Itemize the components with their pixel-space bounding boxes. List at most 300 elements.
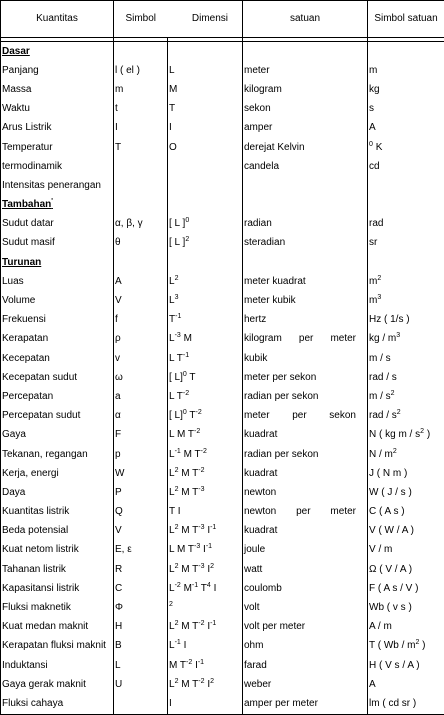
section-title-mark: ': [51, 198, 53, 205]
unit-symbol-cell: [368, 694, 444, 714]
header-satuan: satuan: [243, 1, 368, 38]
symbol-cell: [114, 694, 168, 714]
quantity-name: Intensitas penerangan: [2, 180, 101, 191]
unit-symbol-text: Hz ( 1/s ): [369, 314, 410, 325]
dimension-text: L: [169, 65, 175, 76]
dimension-cell: [168, 100, 243, 119]
unit-cell: [243, 445, 368, 464]
dimension-superscript: -2: [194, 428, 200, 435]
unit-name: weber: [244, 679, 271, 690]
table-row: [1, 176, 444, 195]
symbol-cell: [114, 541, 168, 560]
unit-cell: [243, 176, 368, 195]
dimension-text: L: [169, 621, 175, 632]
unit-symbol-text: m / s: [369, 353, 391, 364]
unit-name: joule: [244, 544, 265, 555]
dimension-text: O: [169, 142, 177, 153]
symbol-text: f: [115, 314, 118, 325]
table-row: [1, 522, 444, 541]
symbol-cell: [114, 656, 168, 675]
unit-name-word: per: [296, 506, 310, 518]
unit-symbol-cell: [368, 368, 444, 387]
quantity-name: Beda potensial: [2, 525, 68, 536]
unit-symbol-text: Wb ( v s ): [369, 602, 412, 613]
dimension-superscript: -1: [183, 352, 189, 359]
unit-symbol-text: m: [369, 276, 377, 287]
dimension-superscript: -3: [175, 332, 181, 339]
symbol-cell: [114, 100, 168, 119]
unit-cell: [243, 138, 368, 157]
unit-symbol-cell: [368, 138, 444, 157]
table-row: [1, 80, 444, 99]
quantity-name: Frekuensi: [2, 314, 46, 325]
dimension-superscript: -3: [198, 563, 204, 570]
header-dimensi: Dimensi: [168, 1, 243, 38]
dimension-superscript: 3: [175, 294, 179, 301]
units-table-body: [1, 1, 444, 715]
unit-name-word: meter: [330, 333, 356, 345]
quantity-cell: [1, 80, 114, 99]
symbol-cell: [114, 637, 168, 656]
dimension-text: L: [169, 276, 175, 287]
dimension-superscript: -1: [192, 582, 198, 589]
quantity-name: Kerapatan: [2, 333, 48, 344]
dimension-text: [ L]: [169, 372, 183, 383]
symbol-cell: [114, 61, 168, 80]
dimension-text: L M T: [169, 544, 194, 555]
table-row: [1, 368, 444, 387]
unit-name-justified: [244, 410, 356, 422]
unit-symbol-text: ): [427, 429, 430, 440]
unit-name: candela: [244, 161, 279, 172]
table-row: [1, 503, 444, 522]
quantity-name: Kapasitansi listrik: [2, 583, 79, 594]
symbol-cell: [114, 598, 168, 617]
dimension-superscript: -2: [198, 467, 204, 474]
symbol-text: l ( el ): [115, 65, 140, 76]
dimension-superscript: 2: [175, 467, 179, 474]
dimension-cell: [168, 637, 243, 656]
unit-symbol-text: ): [422, 640, 425, 651]
unit-symbol-cell: [368, 618, 444, 637]
unit-name-word: newton: [244, 506, 276, 518]
section-title: [1, 196, 114, 215]
dimension-text: I: [195, 660, 198, 671]
table-row: [1, 426, 444, 445]
symbol-cell: [114, 80, 168, 99]
dimension-text: L M T: [169, 429, 194, 440]
unit-cell: [243, 637, 368, 656]
symbol-cell: [114, 272, 168, 291]
unit-symbol-text: rad / s: [369, 372, 397, 383]
unit-symbol-cell: [368, 541, 444, 560]
dimension-text: M: [169, 84, 177, 95]
unit-symbol-text: sr: [369, 237, 377, 248]
unit-name: kuadrat: [244, 468, 277, 479]
dimension-superscript: -3: [198, 486, 204, 493]
table-row: [1, 598, 444, 617]
unit-cell: [243, 157, 368, 176]
unit-symbol-text: Ω ( V / A ): [369, 564, 412, 575]
unit-name-justified: [244, 333, 356, 345]
dimension-text: I: [207, 564, 210, 575]
unit-symbol-superscript: 2: [377, 275, 381, 282]
symbol-text: U: [115, 679, 122, 690]
symbol-text: V: [115, 525, 122, 536]
unit-cell: [243, 61, 368, 80]
unit-cell: [243, 598, 368, 617]
unit-symbol-cell: [368, 234, 444, 253]
dimension-cell: [168, 522, 243, 541]
unit-symbol-text: rad: [369, 218, 383, 229]
dimension-text: I: [207, 525, 210, 536]
quantity-cell: [1, 656, 114, 675]
quantity-cell: [1, 464, 114, 483]
quantity-name: Gaya gerak maknit: [2, 679, 86, 690]
dimension-cell: [168, 407, 243, 426]
symbol-text: p: [115, 449, 121, 460]
quantity-cell: [1, 234, 114, 253]
dimension-text: T: [189, 410, 195, 421]
unit-symbol-superscript: 2: [393, 448, 397, 455]
unit-symbol-cell: [368, 637, 444, 656]
dimension-text: L: [169, 333, 175, 344]
symbol-text: E, ε: [115, 544, 132, 555]
symbol-cell: [114, 176, 168, 195]
unit-symbol-superscript: 2: [415, 639, 419, 646]
dimension-cell: [168, 598, 243, 617]
unit-name: steradian: [244, 237, 285, 248]
unit-symbol-text: rad / s: [369, 410, 397, 421]
unit-symbol-cell: [368, 291, 444, 310]
symbol-text: P: [115, 487, 122, 498]
symbol-text: a: [115, 391, 121, 402]
unit-name: meter kuadrat: [244, 276, 306, 287]
symbol-text: H: [115, 621, 122, 632]
unit-symbol-cell: [368, 522, 444, 541]
symbol-cell: [114, 119, 168, 138]
dimension-superscript: 2: [175, 275, 179, 282]
dimension-cell: [168, 618, 243, 637]
dimension-superscript: 0: [183, 371, 187, 378]
quantity-name: Sudut masif: [2, 237, 55, 248]
dimension-superscript: -1: [198, 659, 204, 666]
section-title-text: Dasar: [2, 46, 30, 57]
unit-name: amper: [244, 122, 272, 133]
quantity-name: Gaya: [2, 429, 26, 440]
symbol-text: B: [115, 640, 122, 651]
symbol-text: I: [115, 122, 118, 133]
dimension-text: T: [189, 372, 195, 383]
dimension-superscript: -1: [175, 639, 181, 646]
unit-symbol-text: T ( Wb / m: [369, 640, 415, 651]
dimension-superscript: -1: [210, 524, 216, 531]
dimension-text: T: [169, 314, 175, 325]
unit-cell: [243, 675, 368, 694]
unit-symbol-text: cd: [369, 161, 380, 172]
quantity-cell: [1, 100, 114, 119]
symbol-cell: [114, 445, 168, 464]
dimension-cell: [168, 560, 243, 579]
dimension-cell: [168, 176, 243, 195]
symbol-cell: [114, 387, 168, 406]
unit-name: farad: [244, 660, 267, 671]
quantity-name: Temperatur: [2, 142, 53, 153]
dimension-text: M T: [181, 564, 198, 575]
unit-cell: [243, 330, 368, 349]
section-title-text: Tambahan: [2, 199, 51, 210]
table-row: [1, 618, 444, 637]
dimension-superscript: 0: [183, 409, 187, 416]
quantity-name: Daya: [2, 487, 25, 498]
symbol-cell: [114, 291, 168, 310]
quantity-cell: [1, 503, 114, 522]
section-row: [1, 253, 444, 272]
unit-cell: [243, 291, 368, 310]
unit-cell: [243, 368, 368, 387]
quantity-cell: [1, 138, 114, 157]
dimension-text: M T: [181, 621, 198, 632]
unit-cell: [243, 426, 368, 445]
unit-symbol-cell: [368, 560, 444, 579]
table-row: [1, 637, 444, 656]
symbol-cell: [114, 503, 168, 522]
unit-symbol-text: m: [369, 65, 377, 76]
unit-symbol-cell: [368, 464, 444, 483]
dimension-text: [ L]: [169, 410, 183, 421]
section-title: [1, 42, 114, 62]
table-row: [1, 656, 444, 675]
symbol-text: θ: [115, 237, 121, 248]
dimension-cell: [168, 503, 243, 522]
unit-cell: [243, 618, 368, 637]
dimension-cell: [168, 349, 243, 368]
dimension-text: I: [184, 640, 187, 651]
table-row: [1, 387, 444, 406]
section-title: [1, 253, 114, 272]
unit-symbol-text: A: [369, 679, 376, 690]
quantity-cell: [1, 215, 114, 234]
unit-symbol-cell: [368, 426, 444, 445]
dimension-cell: [168, 387, 243, 406]
symbol-text: Q: [115, 506, 123, 517]
quantity-name: Induktansi: [2, 660, 48, 671]
quantity-name: Kuat netom listrik: [2, 544, 79, 555]
symbol-text: C: [115, 583, 122, 594]
unit-cell: [243, 100, 368, 119]
dimension-text: L: [169, 564, 175, 575]
dimension-superscript: -1: [175, 313, 181, 320]
symbol-cell: [114, 618, 168, 637]
quantity-name: Kerapatan fluksi maknit: [2, 640, 106, 651]
unit-symbol-text: m / s: [369, 391, 391, 402]
table-row: [1, 407, 444, 426]
quantity-name: Fluksi maknetik: [2, 602, 71, 613]
table-row: [1, 349, 444, 368]
dimension-text: L: [169, 487, 175, 498]
symbol-cell: [114, 157, 168, 176]
dimension-superscript: -3: [194, 543, 200, 550]
symbol-text: t: [115, 103, 118, 114]
dimension-text: I: [207, 621, 210, 632]
unit-cell: [243, 522, 368, 541]
symbol-cell: [114, 522, 168, 541]
unit-symbol-cell: [368, 445, 444, 464]
quantity-name: Sudut datar: [2, 218, 54, 229]
unit-name: watt: [244, 564, 262, 575]
unit-name: derejat Kelvin: [244, 142, 305, 153]
symbol-text: L: [115, 660, 121, 671]
symbol-cell: [114, 349, 168, 368]
quantity-cell: [1, 541, 114, 560]
dimension-cell: [168, 579, 243, 598]
dimension-superscript: -2: [183, 390, 189, 397]
dimension-superscript: -2: [196, 409, 202, 416]
unit-name: kubik: [244, 353, 267, 364]
quantity-cell: [1, 311, 114, 330]
unit-name: kuadrat: [244, 525, 277, 536]
unit-name-word: meter: [244, 410, 270, 422]
table-row: [1, 541, 444, 560]
table-row: [1, 311, 444, 330]
symbol-cell: [114, 579, 168, 598]
symbol-cell: [114, 138, 168, 157]
dimension-text: L: [169, 449, 175, 460]
dimension-superscript: -3: [198, 524, 204, 531]
table-row: [1, 483, 444, 502]
header-simbol: Simbol: [114, 1, 168, 38]
quantity-cell: [1, 694, 114, 714]
dimension-superscript: 2: [210, 563, 214, 570]
unit-cell: [243, 272, 368, 291]
quantity-name: Kecepatan sudut: [2, 372, 77, 383]
dimension-superscript: 4: [207, 582, 211, 589]
unit-symbol-cell: [368, 215, 444, 234]
unit-name: radian per sekon: [244, 391, 319, 402]
dimension-superscript: 2: [175, 524, 179, 531]
symbol-text: V: [115, 295, 122, 306]
unit-cell: [243, 407, 368, 426]
quantity-name: Arus Listrik: [2, 122, 51, 133]
unit-symbol-cell: [368, 483, 444, 502]
dimension-superscript: 2: [169, 601, 173, 608]
table-row: [1, 272, 444, 291]
quantity-name: Tahanan listrik: [2, 564, 66, 575]
symbol-cell: [114, 234, 168, 253]
unit-name: meter: [244, 65, 270, 76]
dimension-superscript: 2: [175, 486, 179, 493]
dimension-cell: [168, 541, 243, 560]
dimension-text: M: [184, 333, 192, 344]
unit-name: sekon: [244, 103, 271, 114]
quantity-cell: [1, 483, 114, 502]
quantity-cell: [1, 368, 114, 387]
unit-name: coulomb: [244, 583, 282, 594]
unit-name: meter kubik: [244, 295, 296, 306]
symbol-text: W: [115, 468, 124, 479]
unit-symbol-superscript: 2: [391, 390, 395, 397]
symbol-cell: [114, 675, 168, 694]
unit-name: amper per meter: [244, 698, 318, 709]
unit-symbol-cell: [368, 272, 444, 291]
dimension-superscript: 2: [185, 236, 189, 243]
section-row: [1, 42, 444, 62]
unit-symbol-cell: [368, 330, 444, 349]
quantity-name: Kuantitas listrik: [2, 506, 69, 517]
unit-symbol-superscript: 2: [420, 428, 424, 435]
unit-symbol-cell: [368, 100, 444, 119]
dimension-cell: [168, 291, 243, 310]
header-simbol-satuan: Simbol satuan: [368, 1, 444, 38]
dimension-text: L: [169, 525, 175, 536]
unit-symbol-text: V / m: [369, 544, 392, 555]
dimension-cell: [168, 445, 243, 464]
quantity-name: Waktu: [2, 103, 30, 114]
table-row: [1, 445, 444, 464]
dimension-superscript: -2: [201, 448, 207, 455]
dimension-cell: [168, 656, 243, 675]
quantity-cell: [1, 445, 114, 464]
table-row: [1, 464, 444, 483]
dimension-superscript: -1: [210, 620, 216, 627]
unit-symbol-cell: [368, 61, 444, 80]
unit-name-word: sekon: [329, 410, 356, 422]
section-title-text: Turunan: [2, 257, 41, 268]
symbol-cell: [114, 426, 168, 445]
unit-symbol-cell: [368, 119, 444, 138]
quantity-cell: [1, 330, 114, 349]
quantity-name: termodinamik: [2, 161, 62, 172]
quantity-name: Percepatan: [2, 391, 53, 402]
unit-cell: [243, 80, 368, 99]
dimension-text: I: [169, 698, 172, 709]
table-row: [1, 560, 444, 579]
unit-symbol-text: m: [369, 295, 377, 306]
unit-name-word: kilogram: [244, 333, 282, 345]
dimension-text: [ L ]: [169, 237, 185, 248]
unit-symbol-cell: [368, 80, 444, 99]
symbol-text: F: [115, 429, 121, 440]
quantity-cell: [1, 560, 114, 579]
quantity-cell: [1, 579, 114, 598]
dimension-cell: [168, 464, 243, 483]
dimension-cell: [168, 272, 243, 291]
unit-symbol-text: A: [369, 122, 376, 133]
dimension-text: I: [203, 544, 206, 555]
dimension-text: L T: [169, 391, 183, 402]
unit-symbol-text: lm ( cd sr ): [369, 698, 416, 709]
unit-symbol-cell: [368, 407, 444, 426]
dimension-superscript: -1: [175, 448, 181, 455]
symbol-cell: [114, 407, 168, 426]
quantity-cell: [1, 387, 114, 406]
dimension-text: M T: [181, 525, 198, 536]
symbol-cell: [114, 464, 168, 483]
dimension-text: M T: [181, 468, 198, 479]
section-row: [1, 196, 444, 215]
unit-symbol-cell: [368, 598, 444, 617]
dimension-text: I: [207, 679, 210, 690]
table-row: [1, 675, 444, 694]
unit-symbol-text: N ( kg m / s: [369, 429, 420, 440]
unit-cell: [243, 483, 368, 502]
quantity-name: Kecepatan: [2, 353, 50, 364]
unit-symbol-cell: [368, 157, 444, 176]
symbol-text: Φ: [115, 602, 123, 613]
table-row: [1, 138, 444, 157]
quantity-name: Panjang: [2, 65, 39, 76]
dimension-superscript: -2: [198, 678, 204, 685]
